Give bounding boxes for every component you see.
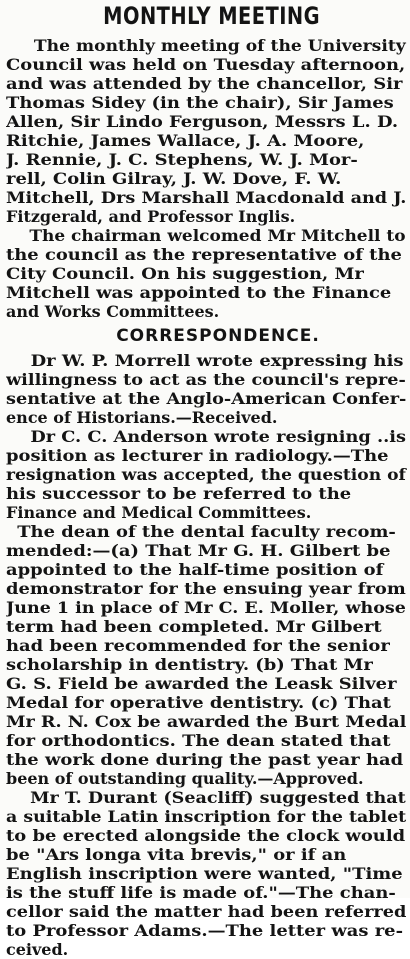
text-line: resignation was accepted, the question of <box>6 465 406 484</box>
text-line: Mr R. N. Cox be awarded the Burt Medal <box>6 712 407 731</box>
text-line: be "Ars longa vita brevis," or if an <box>6 845 347 864</box>
text-line: term had been completed. Mr Gilbert <box>6 617 382 636</box>
text-line: Finance and Medical Committees. <box>6 503 312 522</box>
text-line: for orthodontics. The dean stated that <box>6 731 391 750</box>
text-line: rell, Colin Gilray, J. W. Dove, F. W. <box>6 169 342 188</box>
text-line: scholarship in dentistry. (b) That Mr <box>6 655 373 674</box>
text-line: the work done during the past year had <box>6 750 404 769</box>
text-line: is the stuff life is made of."—The chan- <box>6 883 396 902</box>
text-line: sentative at the Anglo-American Confer- <box>6 389 407 408</box>
headline: MONTHLY MEETING <box>103 2 321 30</box>
text-line: G. S. Field be awarded the Leask Silver <box>6 674 397 693</box>
text-line: had been recommended for the senior <box>6 636 390 655</box>
text-line: The chairman welcomed Mr Mitchell to <box>29 226 406 245</box>
text-line: Dr C. C. Anderson wrote resigning ..is <box>30 427 407 446</box>
text-line: willingness to act as the council's repre- <box>6 370 406 389</box>
paragraph-morrell <box>6 351 410 427</box>
section-heading: CORRESPONDENCE. <box>116 326 320 346</box>
text-line: to be erected alongside the clock would <box>6 826 406 845</box>
text-line: his successor to be referred to the <box>6 484 352 503</box>
text-line: mended:—(a) That Mr G. H. Gilbert be <box>6 541 391 560</box>
text-line: demonstrator for the ensuing year from <box>6 579 406 598</box>
text-line: the council as the representative of the <box>6 245 402 264</box>
text-line: position as lecturer in radiology.—The <box>6 446 389 465</box>
text-line: Mitchell, Drs Marshall Macdonald and J. <box>6 188 407 207</box>
text-line: English inscription were wanted, "Time <box>6 864 403 883</box>
text-line: Medal for operative dentistry. (c) That <box>6 693 391 712</box>
paragraph-anderson <box>6 427 410 522</box>
text-line: appointed to the half-time position of <box>6 560 384 579</box>
text-line: Mr T. Durant (Seacliff) suggested that <box>30 788 406 807</box>
paragraph-dental-faculty <box>6 522 410 788</box>
text-line: Fitzgerald, and Professor Inglis. <box>6 207 296 226</box>
text-line: to Professor Adams.—The letter was re- <box>6 921 404 940</box>
text-line: a suitable Latin inscription for the tablet <box>6 807 407 826</box>
text-line: Dr W. P. Morrell wrote expressing his <box>30 351 404 370</box>
text-line: The monthly meeting of the University <box>33 36 406 55</box>
text-line: cellor said the matter had been referred <box>6 902 407 921</box>
text-line: J. Rennie, J. C. Stephens, W. J. Mor- <box>6 150 358 169</box>
text-line: ence of Historians.—Received. <box>6 408 278 427</box>
text-line: June 1 in place of Mr C. E. Moller, whose <box>6 598 406 617</box>
text-line: City Council. On his suggestion, Mr <box>6 264 364 283</box>
paragraph-attendance <box>6 36 410 226</box>
text-line: Council was held on Tuesday afternoon, <box>6 55 406 74</box>
text-line: Thomas Sidey (in the chair), Sir James <box>6 93 394 112</box>
text-line: Allen, Sir Lindo Ferguson, Messrs L. D. <box>6 112 399 131</box>
paragraph-durant <box>6 788 410 959</box>
paragraph-welcome <box>6 226 410 321</box>
text-line: Mitchell was appointed to the Finance <box>6 283 392 302</box>
text-line: been of outstanding quality.—Approved. <box>6 769 364 788</box>
text-line: Ritchie, James Wallace, J. A. Moore, <box>6 131 365 150</box>
text-line: The dean of the dental faculty recom- <box>17 522 396 541</box>
text-line: and was attended by the chancellor, Sir <box>6 74 403 93</box>
text-line: and Works Committees. <box>6 302 220 321</box>
text-line: ceived. <box>6 940 69 959</box>
